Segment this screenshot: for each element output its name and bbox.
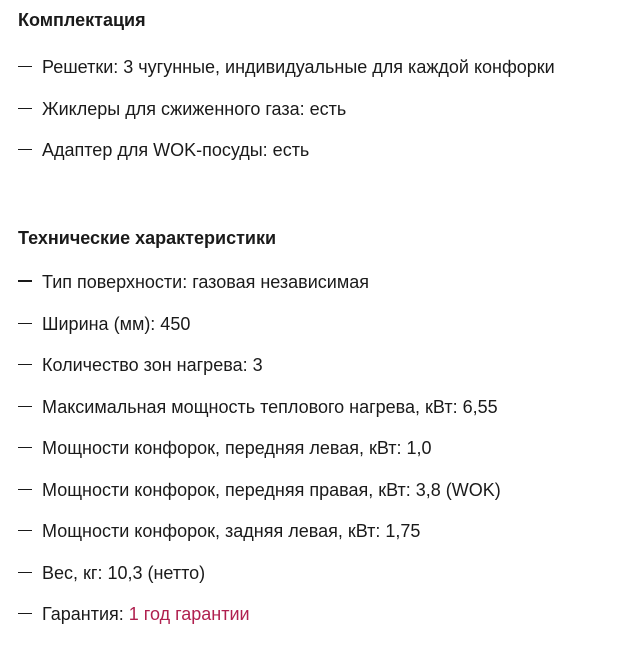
list-item — [18, 353, 643, 395]
equipment-title: Комплектация — [18, 10, 146, 30]
equipment-section — [18, 8, 643, 180]
list-item — [18, 561, 643, 603]
dash-bullet — [18, 364, 32, 365]
list-item — [18, 97, 643, 139]
list-item-text: Максимальная мощность теплового нагрева, кВт: 6,55 — [42, 396, 498, 417]
dash-bullet — [18, 323, 32, 324]
list-item-text: Решетки: 3 чугунные, индивидуальные для каждой конфорки — [42, 57, 555, 77]
list-item-warranty — [18, 602, 643, 644]
list-item-text: Жиклеры для сжиженного газа: есть — [42, 98, 347, 119]
list-item-text: Гарантия: — [42, 604, 129, 624]
warranty-link[interactable]: 1 год гарантии — [128, 604, 250, 624]
list-item-text: Тип поверхности: газовая независимая — [42, 272, 369, 292]
dash-bullet — [18, 530, 32, 531]
list-item — [18, 478, 643, 520]
list-item — [18, 270, 643, 312]
list-item — [18, 519, 643, 561]
specs-title: Технические характеристики — [18, 228, 277, 248]
list-item — [18, 312, 643, 354]
list-item — [18, 55, 643, 97]
list-item-text: Количество зон нагрева: 3 — [42, 355, 263, 375]
list-item-text: Мощности конфорок, передняя правая, кВт: 3,8 (WOK) — [42, 479, 501, 500]
list-item-text: Мощности конфорок, передняя левая, кВт: 1,0 — [42, 438, 432, 458]
dash-bullet — [18, 66, 32, 67]
specs-list — [18, 270, 643, 644]
equipment-list — [18, 55, 643, 180]
dash-bullet — [18, 108, 32, 109]
dash-bullet — [18, 613, 32, 614]
specs-section — [18, 226, 643, 644]
dash-bullet — [18, 149, 32, 150]
dash-bullet — [18, 572, 32, 573]
list-item — [18, 395, 643, 437]
dash-bullet — [18, 447, 32, 448]
list-item — [18, 436, 643, 478]
list-item-text: Ширина (мм): 450 — [42, 313, 191, 334]
list-item — [18, 138, 643, 180]
list-item-text: Адаптер для WOK-посуды: есть — [42, 140, 310, 160]
dash-bullet — [18, 406, 32, 407]
list-item-text: Мощности конфорок, задняя левая, кВт: 1,75 — [42, 521, 421, 541]
dash-bullet — [18, 280, 32, 282]
dash-bullet — [18, 489, 32, 490]
list-item-text: Вес, кг: 10,3 (нетто) — [42, 562, 206, 583]
